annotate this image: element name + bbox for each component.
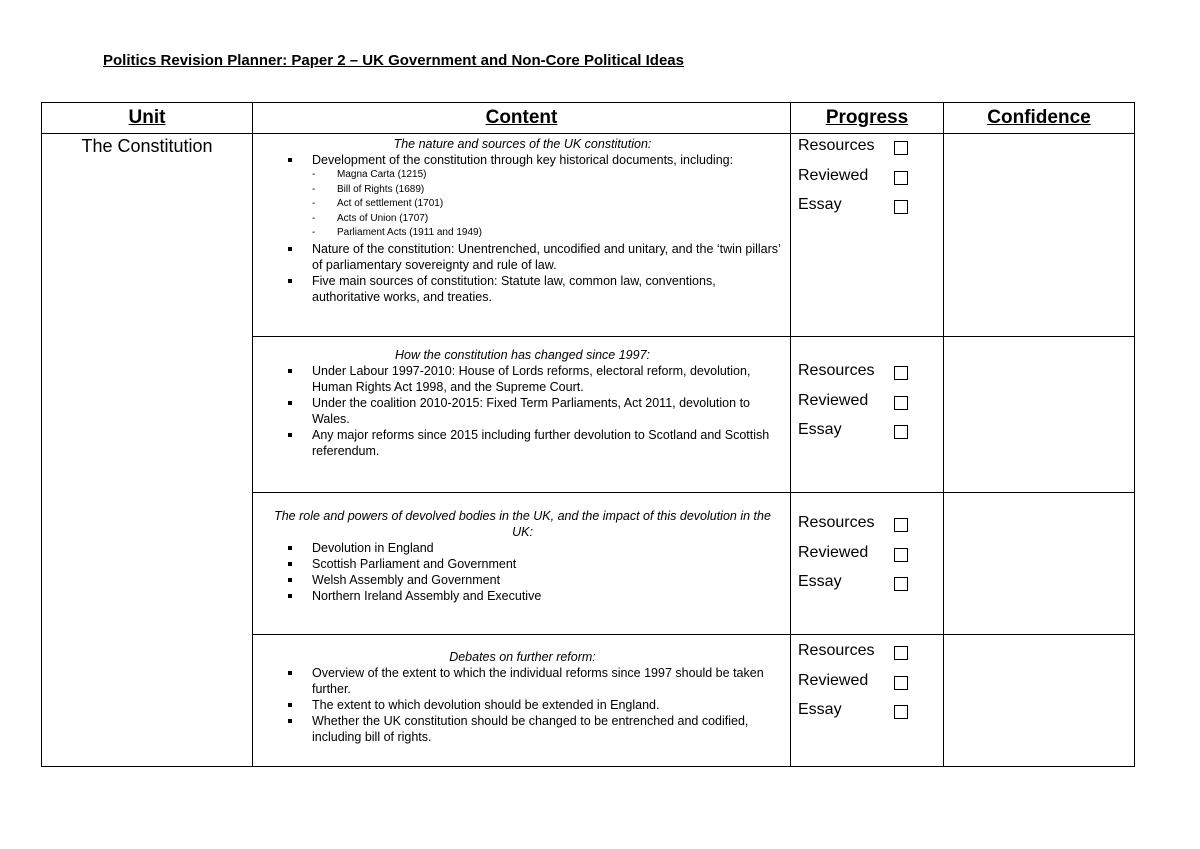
- progress-label: Essay: [798, 701, 842, 718]
- revision-planner-table: [41, 102, 1135, 767]
- unit-cell: [42, 134, 253, 767]
- essay-checkbox[interactable]: [894, 705, 908, 719]
- sub-list-item: - Parliament Acts (1911 and 1949): [312, 226, 782, 241]
- list-item: The extent to which devolution should be extended in England.: [263, 697, 782, 713]
- progress-item-reviewed: [798, 671, 943, 701]
- bullet-list: [263, 540, 782, 604]
- section-heading: The nature and sources of the UK constitution:: [393, 137, 652, 151]
- list-item: Any major reforms since 2015 including further devolution to Scotland and Scottish referendum.: [263, 427, 782, 459]
- section-heading: How the constitution has changed since 1997:: [394, 348, 651, 362]
- confidence-cell[interactable]: [944, 493, 1135, 635]
- progress-item-resources: [798, 513, 943, 543]
- progress-item-reviewed: [798, 166, 943, 196]
- section-heading: Debates on further reform:: [449, 650, 596, 664]
- sub-list-item: - Bill of Rights (1689): [312, 183, 782, 198]
- content-cell: [253, 493, 791, 635]
- list-item: Under the coalition 2010-2015: Fixed Term Parliaments, Act 2011, devolution to Wales.: [263, 395, 782, 427]
- sub-list-item: - Acts of Union (1707): [312, 212, 782, 227]
- progress-label: Reviewed: [798, 671, 869, 689]
- progress-item-resources: [798, 136, 943, 166]
- progress-column-header: Progress: [791, 103, 944, 134]
- confidence-cell[interactable]: [944, 134, 1135, 337]
- progress-item-essay: [798, 700, 943, 730]
- table-header-row: [42, 103, 1135, 134]
- progress-item-resources: [798, 361, 943, 391]
- resources-checkbox[interactable]: [894, 646, 908, 660]
- confidence-cell[interactable]: [944, 337, 1135, 493]
- progress-item-essay: [798, 195, 943, 225]
- resources-checkbox[interactable]: [894, 141, 908, 155]
- list-item: Welsh Assembly and Government: [263, 572, 782, 588]
- reviewed-checkbox[interactable]: [894, 548, 908, 562]
- essay-checkbox[interactable]: [894, 425, 908, 439]
- list-item: Nature of the constitution: Unentrenched, uncodified and unitary, and the ‘twin pillars’ of parliamentary sovereignty and rule of law.: [263, 241, 782, 273]
- bullet-list: [263, 152, 782, 305]
- progress-item-essay: [798, 420, 943, 450]
- progress-item-essay: [798, 572, 943, 602]
- bullet-list: [263, 665, 782, 745]
- resources-checkbox[interactable]: [894, 366, 908, 380]
- sub-list: [312, 168, 782, 241]
- bullet-text: Development of the constitution through key historical documents, including:: [312, 153, 734, 167]
- progress-label: Resources: [798, 642, 875, 659]
- list-item: Northern Ireland Assembly and Executive: [263, 588, 782, 604]
- progress-cell: [791, 134, 944, 337]
- progress-label: Resources: [798, 362, 875, 379]
- sub-list-item: - Act of settlement (1701): [312, 197, 782, 212]
- progress-label: Resources: [798, 137, 875, 154]
- table-row: [42, 134, 1135, 337]
- progress-cell: [791, 337, 944, 493]
- progress-label: Reviewed: [798, 391, 869, 409]
- reviewed-checkbox[interactable]: [894, 171, 908, 185]
- content-cell: [253, 635, 791, 767]
- list-item: Scottish Parliament and Government: [263, 556, 782, 572]
- content-column-header: Content: [253, 103, 791, 134]
- progress-label: Essay: [798, 573, 842, 590]
- progress-label: Essay: [798, 196, 842, 213]
- list-item: [263, 152, 782, 241]
- list-item: Overview of the extent to which the individual reforms since 1997 should be taken further.: [263, 665, 782, 697]
- bullet-list: [263, 363, 782, 459]
- list-item: Under Labour 1997-2010: House of Lords reforms, electoral reform, devolution, Human Rights Act 1998, and the Supreme Court.: [263, 363, 782, 395]
- progress-cell: [791, 635, 944, 767]
- progress-item-reviewed: [798, 543, 943, 573]
- section-heading: The role and powers of devolved bodies in the UK, and the impact of this devolution in the UK:: [274, 509, 771, 539]
- progress-label: Resources: [798, 514, 875, 531]
- progress-item-resources: [798, 641, 943, 671]
- content-cell: [253, 134, 791, 337]
- list-item: Devolution in England: [263, 540, 782, 556]
- confidence-column-header: Confidence: [944, 103, 1135, 134]
- essay-checkbox[interactable]: [894, 200, 908, 214]
- content-cell: [253, 337, 791, 493]
- resources-checkbox[interactable]: [894, 518, 908, 532]
- progress-cell: [791, 493, 944, 635]
- unit-name: The Constitution: [81, 136, 213, 156]
- progress-label: Reviewed: [798, 166, 869, 184]
- list-item: Whether the UK constitution should be changed to be entrenched and codified, including bill of rights.: [263, 713, 782, 745]
- reviewed-checkbox[interactable]: [894, 676, 908, 690]
- document-title: Politics Revision Planner: Paper 2 – UK Government and Non-Core Political Ideas: [103, 52, 684, 69]
- list-item: Five main sources of constitution: Statute law, common law, conventions, authoritative works, and treaties.: [263, 273, 782, 305]
- unit-column-header: Unit: [42, 103, 253, 134]
- reviewed-checkbox[interactable]: [894, 396, 908, 410]
- essay-checkbox[interactable]: [894, 577, 908, 591]
- progress-item-reviewed: [798, 391, 943, 421]
- confidence-cell[interactable]: [944, 635, 1135, 767]
- progress-label: Essay: [798, 421, 842, 438]
- sub-list-item: - Magna Carta (1215): [312, 168, 782, 183]
- progress-label: Reviewed: [798, 543, 869, 561]
